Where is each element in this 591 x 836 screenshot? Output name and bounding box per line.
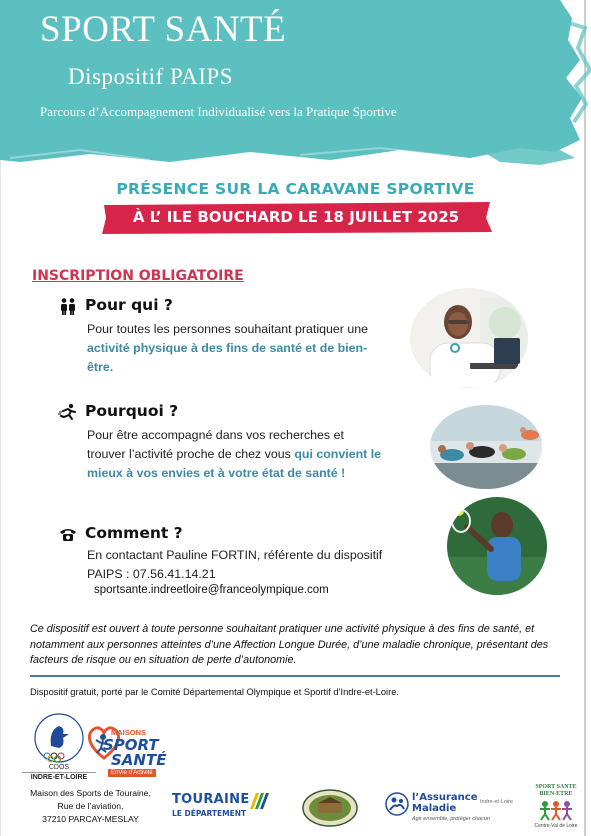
section-title-who: Pour qui ?: [85, 296, 173, 314]
maisons-sante-label: SANTÉ: [111, 751, 167, 769]
header-banner: [0, 0, 591, 170]
assurance-maladie-region: Indre-et-Loire: [480, 799, 514, 805]
event-date-location: À L’ ILE BOUCHARD LE 18 JUILLET 2025: [132, 208, 460, 226]
maisons-tagline: EnVie d’Activité: [108, 769, 156, 777]
ssbe-line-2: BIEN-ETRE: [539, 791, 573, 797]
registration-notice: INSCRIPTION OBLIGATOIRE: [32, 268, 244, 284]
ssbe-region: Centre-Val de Loire: [534, 823, 578, 829]
touraine-subtitle: LE DÉPARTEMENT: [172, 809, 247, 818]
sport-sante-bien-etre-figures-icon: [538, 800, 574, 822]
address-line-2: Rue de l’aviation,: [57, 801, 124, 811]
assurance-maladie-logo-icon: [384, 792, 410, 816]
touraine-stripes-icon: [248, 793, 270, 809]
section-text-why-highlight: qui convient le mieux à vos envies et à votre état de santé !: [87, 447, 382, 480]
section-text-how: En contactant Pauline FORTIN, référente du dispositif PAIPS : 07.56.41.14.21: [87, 548, 383, 581]
touraine-logo-text: TOURAINE: [172, 792, 250, 807]
section-title-how: Comment ?: [85, 524, 183, 542]
assurance-maladie-line2: Maladie: [412, 803, 457, 814]
maisons-label: MAISONS: [111, 728, 147, 737]
assurance-maladie-tagline: Agir ensemble, protéger chacun: [412, 816, 490, 822]
address-line-3: 37210 PARCAY-MESLAY: [42, 814, 139, 824]
people-icon: [59, 297, 77, 315]
tennis-player-photo: [447, 497, 547, 595]
program-full-name: Parcours d’Accompagnement Individualisé vers la Pratique Sportive: [40, 104, 397, 119]
section-text-why: [87, 426, 383, 483]
address-line-1: Maison des Sports de Touraine,: [30, 788, 151, 798]
phone-icon: [59, 525, 77, 543]
section-text-why-plain: Pour être accompagné dans vos recherches et trouver l’activité proche de chez vous: [87, 428, 344, 461]
runner-icon: [58, 403, 78, 421]
free-program-note: Dispositif gratuit, porté par le Comité Départemental Olympique et Sportif d’Indre-et-Loire.: [30, 687, 399, 697]
ssbe-line-1: SPORT SANTE: [535, 784, 577, 790]
cdos-label: CDOS: [48, 764, 70, 771]
ile-bouchard-crest-icon: [302, 789, 358, 827]
divider: [30, 675, 560, 677]
fitness-class-photo: [430, 405, 542, 489]
contact-email[interactable]: sportsante.indreetloire@franceolympique.com: [94, 584, 329, 596]
section-text-who-plain: Pour toutes les personnes souhaitant pratiquer une: [87, 322, 369, 336]
page-title: SPORT SANTÉ: [40, 9, 287, 50]
cdos-olympic-logo: [29, 712, 89, 764]
assurance-maladie-line1: l’Assurance: [412, 792, 478, 803]
footer-address: [28, 787, 153, 826]
cdos-department-label: INDRE-ET-LOIRE: [22, 772, 96, 781]
doctor-photo: [410, 288, 528, 388]
page-subtitle: Dispositif PAIPS: [68, 64, 234, 89]
eligibility-info: Ce dispositif est ouvert à toute personne souhaitant pratiquer une activité physique à des fins de santé, et notamment aux personnes atteintes d’une Affection Longue Durée, d’une maladie chronique, présentant des facteurs de risque ou en situation de perte d’autonomie.: [30, 623, 549, 666]
section-title-why: Pourquoi ?: [85, 402, 179, 420]
section-text-who-highlight: activité physique à des fins de santé et de bien-être.: [87, 341, 368, 374]
sport-sante-bien-etre-title: [528, 784, 584, 798]
event-heading: PRÉSENCE SUR LA CARAVANE SPORTIVE: [116, 180, 475, 198]
maisons-sport-label: SPORT: [103, 736, 159, 754]
section-text-who: [87, 320, 383, 377]
